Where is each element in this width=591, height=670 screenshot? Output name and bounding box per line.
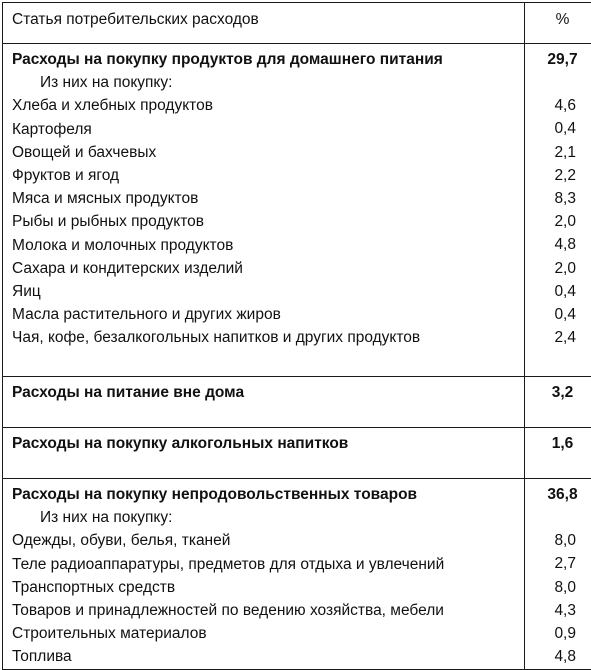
list-item-value: 4,8 — [525, 233, 591, 256]
list-item-value: 2,2 — [525, 164, 591, 187]
list-item-label: Чая, кофе, безалкогольных напитков и других продуктов — [12, 326, 524, 349]
list-item-label: Картофеля — [12, 118, 524, 141]
list-item-label: Овощей и бахчевых — [12, 141, 524, 164]
section-total-value: 3,2 — [525, 381, 591, 404]
section-food-out — [3, 377, 591, 428]
list-item-value: 8,0 — [525, 529, 591, 552]
section-total-value: 1,6 — [525, 432, 591, 455]
section-title: Расходы на питание вне дома — [12, 381, 524, 404]
list-item-value: 2,0 — [525, 210, 591, 233]
list-item-label: Хлеба и хлебных продуктов — [12, 94, 524, 117]
section-alcohol-labels — [3, 428, 525, 479]
list-item-value: 4,8 — [525, 645, 591, 668]
list-item-value: 2,1 — [525, 141, 591, 164]
list-item-label: Фруктов и ягод — [12, 164, 524, 187]
list-item-label: Сахара и кондитерских изделий — [12, 257, 524, 280]
section-food-home — [3, 44, 591, 377]
section-title: Расходы на покупку алкогольных напитков — [12, 432, 524, 455]
list-item-label: Рыбы и рыбных продуктов — [12, 210, 524, 233]
section-alcohol-values — [525, 428, 591, 479]
list-item-value: 2,0 — [525, 257, 591, 280]
header-pct-cell — [525, 3, 591, 44]
section-title: Расходы на покупку продуктов для домашнего питания — [12, 48, 524, 71]
list-item-label: Топлива — [12, 645, 524, 668]
section-nonfood — [3, 479, 591, 670]
list-item-value: 0,4 — [525, 117, 591, 140]
section-total-value: 29,7 — [525, 48, 591, 71]
table-header-row — [3, 3, 591, 44]
header-pct-label: % — [525, 3, 591, 29]
list-item-value: 0,4 — [525, 303, 591, 326]
section-nonfood-labels — [3, 479, 525, 670]
list-item-value: 8,3 — [525, 187, 591, 210]
spacer — [525, 71, 591, 94]
spacer — [525, 506, 591, 529]
list-item-label: Молока и молочных продуктов — [12, 234, 524, 257]
list-item-label: Строительных материалов — [12, 622, 524, 645]
header-item-label: Статья потребительских расходов — [12, 3, 524, 29]
section-food-home-values — [525, 44, 591, 377]
header-item-cell — [3, 3, 525, 44]
list-item-value: 0,4 — [525, 280, 591, 303]
list-item-value: 0,9 — [525, 622, 591, 645]
list-item-label: Одежды, обуви, белья, тканей — [12, 529, 524, 552]
list-item-value: 4,6 — [525, 94, 591, 117]
section-alcohol — [3, 428, 591, 479]
list-item-value: 2,7 — [525, 552, 591, 575]
list-item-value: 4,3 — [525, 599, 591, 622]
section-food-out-values — [525, 377, 591, 428]
list-item-label: Яиц — [12, 280, 524, 303]
section-food-home-labels — [3, 44, 525, 377]
section-nonfood-values — [525, 479, 591, 670]
section-total-value: 36,8 — [525, 483, 591, 506]
list-item-label: Масла растительного и других жиров — [12, 303, 524, 326]
section-subheading: Из них на покупку: — [12, 71, 524, 94]
list-item-label: Товаров и принадлежностей по ведению хозяйства, мебели — [12, 599, 524, 622]
list-item-value: 8,0 — [525, 576, 591, 599]
list-item-label: Транспортных средств — [12, 576, 524, 599]
expenditure-table — [2, 2, 591, 670]
list-item-label: Теле радиоаппаратуры, предметов для отдыха и увлечений — [12, 553, 524, 576]
section-subheading: Из них на покупку: — [12, 506, 524, 529]
list-item-value: 2,4 — [525, 326, 591, 349]
section-title: Расходы на покупку непродовольственных товаров — [12, 483, 524, 506]
list-item-label: Мяса и мясных продуктов — [12, 187, 524, 210]
section-food-out-labels — [3, 377, 525, 428]
